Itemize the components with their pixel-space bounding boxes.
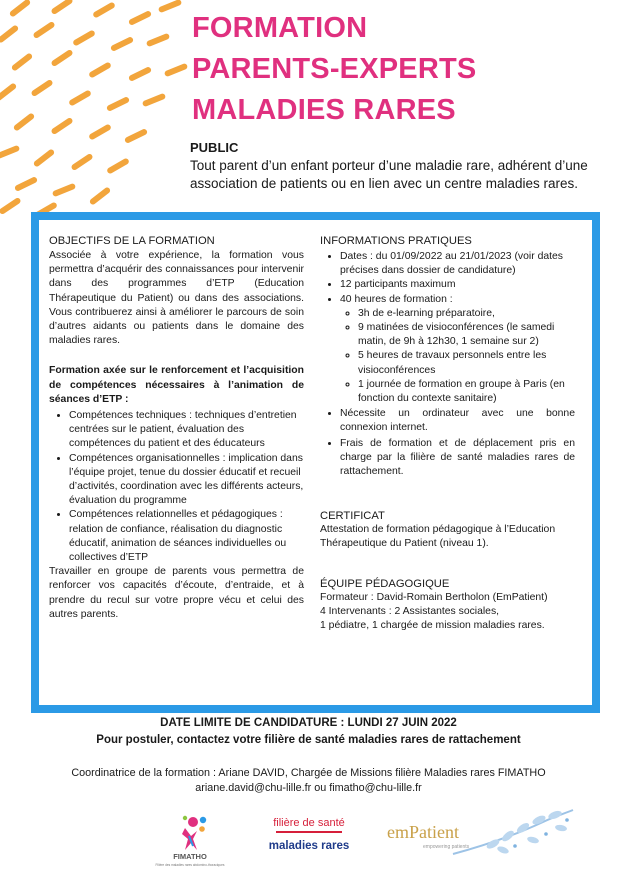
orange-dash [0,149,16,156]
deadline-date: DATE LIMITE DE CANDIDATURE : LUNDI 27 JUIN 2022 [160,717,457,729]
list-item: ◦ 3h de e-learning préparatoire, [358,307,575,321]
objectives-closing: Travailler en groupe de parents vous permettra de renforcer vos capacités d’écoute, d’entraide, et à prendre du recul sur votre propre vécu et celui des autres parents. [49,566,304,620]
left-column [49,234,304,622]
orange-dash [76,34,92,43]
list-item: • Compétences relationnelles et pédagogiques : relation de confiance, réalisation du diagnostic éducatif, animation de séances individuelles ou collectives d’ETP [69,508,304,565]
list-item: ◦ 5 heures de travaux personnels entre les visioconférences [358,349,575,377]
orange-dash [17,116,31,127]
empatient-name: emPatient [387,822,459,842]
orange-dash [114,40,130,48]
orange-dash-pattern [0,0,190,215]
orange-dash [146,97,163,104]
objectives-focus: Formation axée sur le renforcement et l’acquisition de compétences nécessaires à l’animation de séances d’ETP : [49,365,304,405]
fimatho-logo [145,812,225,870]
orange-dash [96,6,112,15]
orange-dash [150,37,167,44]
coordinator-name: Coordinatrice de la formation : Ariane DAVID, Chargée de Missions filière Maladies rares FIMATHO [71,767,546,779]
orange-dash [110,162,126,171]
list-item: • Compétences organisationnelles : implication dans l’équipe projet, tenue du dossier éducatif et recueil d’activités, coordination avec les différents acteurs, évaluation du programme [69,452,304,509]
orange-dash [55,1,70,11]
orange-dash [110,100,126,108]
orange-dash [132,70,148,78]
hours-label: 40 heures de formation : [340,293,453,305]
list-item: ◦ 1 journée de formation en groupe à Paris (en fonction du contexte sanitaire) [358,378,575,406]
deadline-block [0,715,617,749]
infos-list [320,250,575,479]
right-column [320,234,575,633]
orange-dash [13,2,27,13]
equipe-line: 1 pédiatre, 1 chargée de mission maladies rares. [320,620,545,632]
fimatho-name: FIMATHO [173,852,207,861]
orange-dash [37,25,52,35]
title-line-2: PARENTS-EXPERTS [192,53,477,85]
equipe-heading: ÉQUIPE PÉDAGOGIQUE [320,577,450,590]
equipe-line: 4 Intervenants : 2 Assistantes sociales, [320,605,500,617]
orange-dash [92,66,108,75]
coordinator-block [0,766,617,796]
orange-dash [18,180,34,188]
list-item: • Frais de formation et de déplacement pris en charge par la filière de santé maladies rares de rattachement. [340,437,575,480]
orange-dash [162,3,179,10]
filiere-bottom-text: maladies rares [268,840,350,852]
empatient-tagline: empowering patients [423,844,470,850]
list-item [340,293,575,407]
certificat-heading: CERTIFICAT [320,510,385,523]
info-frame [31,212,600,713]
hours-sublist [340,307,575,406]
certificat-section [320,509,575,551]
list-item: ◦ 9 matinées de visioconférences (le samedi matin, de 9h à 12h30, 1 semaine sur 2) [358,321,575,349]
public-section [190,140,600,193]
orange-dash [3,201,18,211]
orange-dash [168,67,185,74]
certificat-text: Attestation de formation pédagogique à l’Education Thérapeutique du Patient (niveau 1). [320,524,556,550]
competences-list [49,409,304,565]
list-item: • Nécessite un ordinateur avec une bonne connexion internet. [340,407,575,435]
orange-dash [72,94,88,103]
orange-dash [15,56,29,67]
filiere-top-text: filière de santé [273,817,345,829]
orange-dash [56,187,73,194]
orange-dash [0,86,13,97]
orange-dash [92,128,108,137]
orange-dash [128,132,144,140]
page-title [192,8,476,131]
list-item: • Compétences techniques : techniques d’entretien centrées sur le patient, évaluation des compétences du patient et des éducateurs [69,409,304,452]
orange-dash [132,14,148,22]
title-line-3: MALADIES RARES [192,94,456,126]
orange-dash [55,121,70,131]
orange-dash [37,152,51,163]
public-text: Tout parent d’un enfant porteur d’une maladie rare, adhérent d’une association de patients ou en lien avec un centre maladies rares. [190,158,588,191]
equipe-line: Formateur : David-Romain Bertholon (EmPatient) [320,591,548,603]
orange-dash [75,157,90,167]
list-item: • Dates : du 01/09/2022 au 21/01/2023 (voir dates précises dans dossier de candidature) [340,250,575,278]
orange-dash [93,190,107,201]
orange-dash [1,28,15,39]
objectives-text: Associée à votre expérience, la formation vous permettra d’acquérir des connaissances pour intervenir dans des programmes d’ETP (Education Thérapeutique du Patient) ou dans des associations. Vous contribuerez ainsi à améliorer le parcours de soin d’autres aidants ou patients dans le domaine des maladies rares. [49,250,304,347]
title-line-1: FORMATION [192,12,368,44]
equipe-section [320,577,575,634]
filiere-sante-logo [268,812,350,862]
infos-heading: INFORMATIONS PRATIQUES [320,235,472,247]
empatient-logo [383,806,578,868]
fimatho-tagline: Filière des maladies rares abdomino-thoraciques [155,863,225,867]
objectives-heading: OBJECTIFS DE LA FORMATION [49,235,215,247]
list-item: • 12 participants maximum [340,278,575,292]
deadline-contact: Pour postuler, contactez votre filière de santé maladies rares de rattachement [96,734,521,746]
orange-dash [35,83,50,93]
coordinator-emails: ariane.david@chu-lille.fr ou fimatho@chu-lille.fr [195,782,422,794]
orange-dash [55,53,70,63]
public-heading: PUBLIC [190,140,239,155]
